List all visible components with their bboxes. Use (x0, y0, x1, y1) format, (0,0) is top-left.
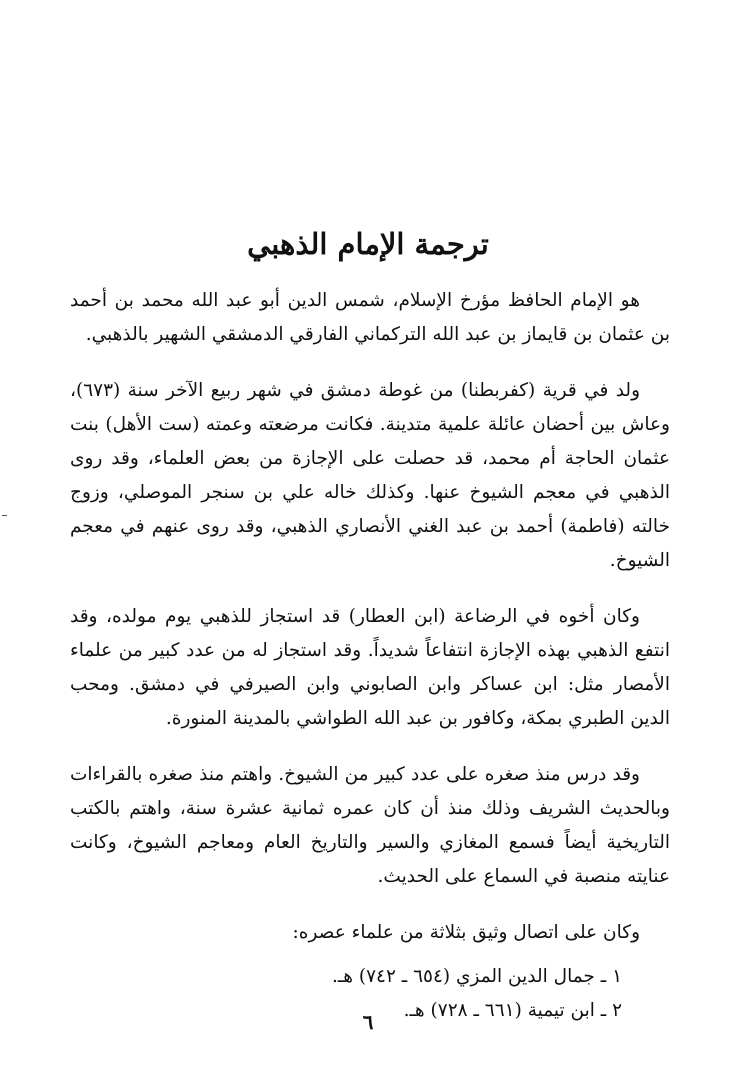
paragraph-text: وقد درس منذ صغره على عدد كبير من الشيوخ. واهتم منذ صغره بالقراءات وبالحديث الشريف وذلك منذ أن كان عمره ثمانية عشرة سنة، واهتم بالكتب التاريخية أيضاً فسمع المغازي والسير والتاريخ العام ومعاجم الشيوخ، وكانت عنايته منصبة في السماع على الحديث. (70, 764, 670, 887)
list-item: ٢ ـ ابن تيمية (٦٦١ ـ ٧٢٨) هـ. (403, 1000, 622, 1021)
paragraph-ijazah (70, 600, 670, 736)
body-text (70, 284, 670, 1028)
page-number: ٦ (362, 1010, 374, 1034)
list-intro-text: وكان على اتصال وثيق بثلاثة من علماء عصره: (292, 922, 640, 943)
paragraph-text: وكان أخوه في الرضاعة (ابن العطار) قد استجاز للذهبي يوم مولده، وقد انتفع الذهبي بهذه الإجازة انتفاعاً شديداً. وقد استجاز له من عدد كبير من علماء الأمصار مثل: ابن عساكر وابن الصابوني وابن الصيرفي في دمشق. ومحب الدين الطبري بمكة، وكافور بن عبد الله الطواشي بالمدينة المنورة. (70, 606, 670, 729)
list-item: ١ ـ جمال الدين المزي (٦٥٤ ـ ٧٤٢) هـ. (331, 966, 622, 987)
list-intro (70, 916, 670, 950)
paragraph-intro (70, 284, 670, 352)
paragraph-studies (70, 758, 670, 894)
paragraph-birth (70, 374, 670, 578)
paragraph-text: هو الإمام الحافظ مؤرخ الإسلام، شمس الدين أبو عبد الله محمد بن أحمد بن عثمان بن قايماز بن عبد الله التركماني الفارقي الدمشقي الشهير بالذهبي. (70, 290, 670, 345)
paragraph-text: ولد في قرية (كفربطنا) من غوطة دمشق في شهر ربيع الآخر سنة (٦٧٣)، وعاش بين أحضان عائلة علمية متدينة. فكانت مرضعته وعمته (ست الأهل) بنت عثمان الحاجة أم محمد، قد حصلت على الإجازة من بعض العلماء، وقد روى الذهبي في معجم الشيوخ عنها. وكذلك خاله علي بن سنجر الموصلي، وزوج خالته (فاطمة) أحمد بن عبد الغني الأنصاري الذهبي، وقد روى عنهم في معجم الشيوخ. (70, 380, 670, 571)
page-title: ترجمة الإمام الذهبي (247, 227, 489, 261)
margin-mark (2, 515, 7, 516)
